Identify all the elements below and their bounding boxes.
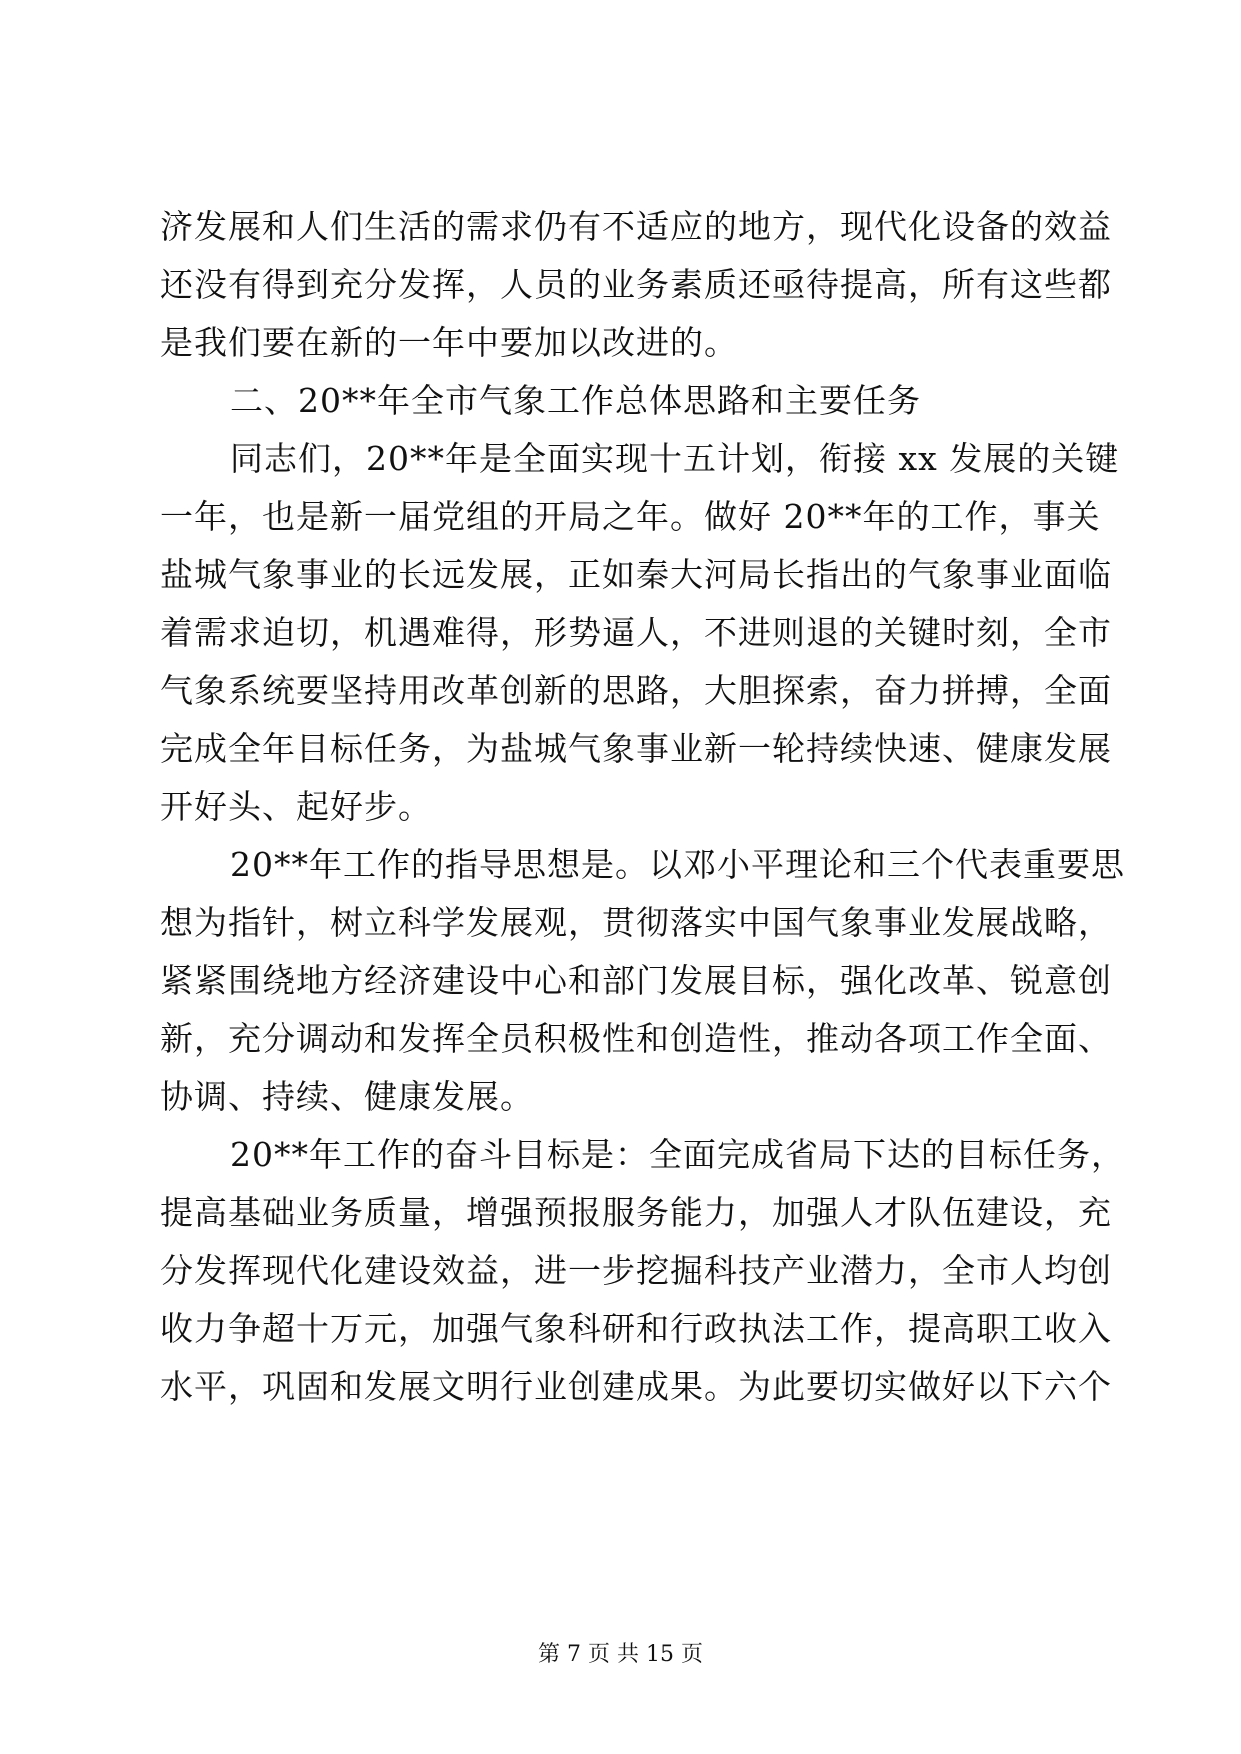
text-line: 着需求迫切，机遇难得，形势逼人，不进则退的关键时刻，全市 — [160, 613, 1112, 652]
text-line: 是我们要在新的一年中要加以改进的。 — [160, 323, 738, 362]
text-line: 完成全年目标任务，为盐城气象事业新一轮持续快速、健康发展 — [160, 729, 1112, 768]
text-line: 20**年工作的指导思想是。以邓小平理论和三个代表重要思 — [230, 845, 1125, 884]
text-line: 收力争超十万元，加强气象科研和行政执法工作，提高职工收入 — [160, 1309, 1112, 1348]
text-line: 分发挥现代化建设效益，进一步挖掘科技产业潜力，全市人均创 — [160, 1251, 1112, 1290]
text-line: 还没有得到充分发挥，人员的业务素质还亟待提高，所有这些都 — [160, 265, 1112, 304]
text-line: 提高基础业务质量，增强预报服务能力，加强人才队伍建设，充 — [160, 1193, 1112, 1232]
section-heading: 二、20**年全市气象工作总体思路和主要任务 — [230, 381, 921, 420]
text-line: 气象系统要坚持用改革创新的思路，大胆探索，奋力拼搏，全面 — [160, 671, 1112, 710]
text-line: 紧紧围绕地方经济建设中心和部门发展目标，强化改革、锐意创 — [160, 961, 1112, 1000]
text-line: 一年，也是新一届党组的开局之年。做好 20**年的工作，事关 — [160, 497, 1101, 536]
text-line: 协调、持续、健康发展。 — [160, 1077, 534, 1116]
text-line: 想为指针，树立科学发展观，贯彻落实中国气象事业发展战略， — [160, 903, 1112, 942]
page-number-footer: 第 7 页 共 15 页 — [538, 1642, 703, 1667]
text-line: 20**年工作的奋斗目标是：全面完成省局下达的目标任务， — [230, 1135, 1125, 1174]
text-line: 济发展和人们生活的需求仍有不适应的地方，现代化设备的效益 — [160, 207, 1112, 246]
text-line: 水平，巩固和发展文明行业创建成果。为此要切实做好以下六个 — [160, 1367, 1112, 1406]
text-line: 同志们，20**年是全面实现十五计划，衔接 xx 发展的关键 — [230, 439, 1120, 478]
text-line: 开好头、起好步。 — [160, 787, 432, 826]
text-line: 盐城气象事业的长远发展，正如秦大河局长指出的气象事业面临 — [160, 555, 1112, 594]
text-line: 新，充分调动和发挥全员积极性和创造性，推动各项工作全面、 — [160, 1019, 1112, 1058]
